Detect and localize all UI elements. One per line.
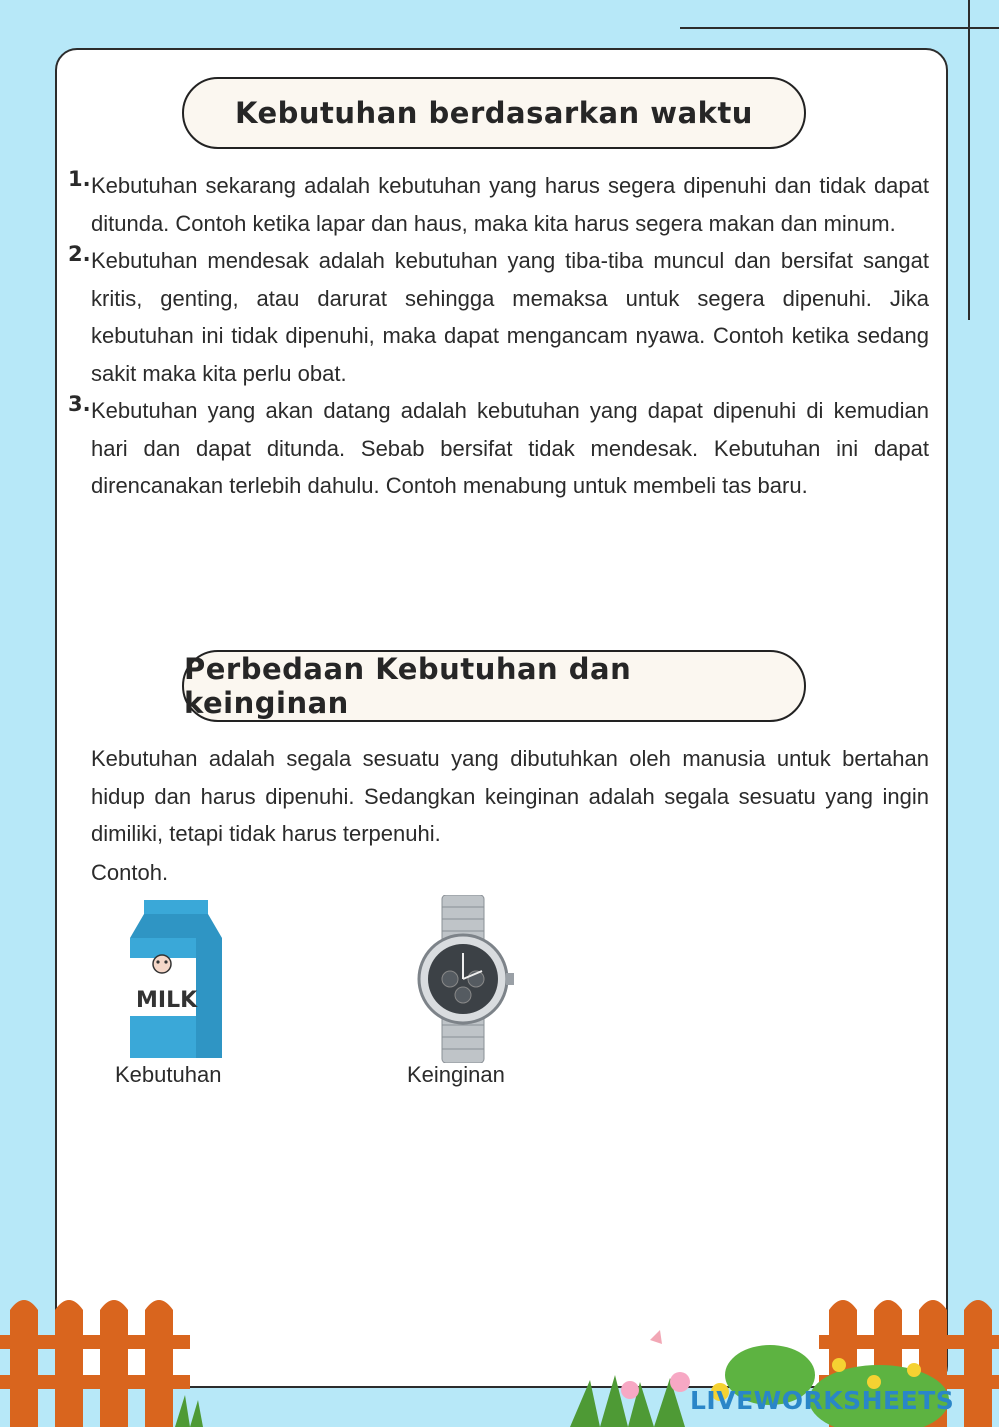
list-item xyxy=(65,242,929,392)
needs-vs-wants-paragraph: Kebutuhan adalah segala sesuatu yang dibutuhkan oleh manusia untuk bertahan hidup dan harus dipenuhi. Sedangkan keinginan adalah segala sesuatu yang ingin dimiliki, tetapi tidak harus terpenuhi. xyxy=(91,746,929,846)
list-text: Kebutuhan mendesak adalah kebutuhan yang tiba-tiba muncul dan bersifat sangat kritis, genting, atau darurat sehingga memaksa untuk segera dipenuhi. Jika kebutuhan ini tidak dipenuhi, maka dapat mengancam nyawa. Contoh ketika sedang sakit maka kita perlu obat. xyxy=(91,248,929,386)
example-caption-needs: Kebutuhan xyxy=(115,1062,222,1087)
carton-text: MILK xyxy=(136,988,198,1013)
list-item xyxy=(65,392,929,505)
list-number: 2. xyxy=(68,242,91,266)
decorative-line-horizontal xyxy=(680,27,999,29)
list-number: 3. xyxy=(68,392,91,416)
list-number: 1. xyxy=(68,167,91,191)
example-label: Contoh. xyxy=(91,860,169,885)
liveworksheets-watermark: LIVEWORKSHEETS xyxy=(690,1386,955,1415)
list-text: Kebutuhan yang akan datang adalah kebutuhan yang dapat dipenuhi di kemudian hari dan dapat ditunda. Sebab bersifat tidak mendesak. Kebutuhan ini dapat direncanakan terlebih dahulu. Contoh menabung untuk membeli tas baru. xyxy=(91,398,929,498)
list-item xyxy=(65,167,929,242)
needs-by-time-list xyxy=(65,167,929,505)
section2-title: Perbedaan Kebutuhan dan keinginan xyxy=(182,650,806,722)
wristwatch-icon xyxy=(412,895,514,1063)
milk-carton-icon xyxy=(130,900,222,1058)
decorative-line-vertical xyxy=(968,0,970,320)
list-text: Kebutuhan sekarang adalah kebutuhan yang harus segera dipenuhi dan tidak dapat ditunda. Contoh ketika lapar dan haus, maka kita harus segera makan dan minum. xyxy=(91,173,929,236)
fence-left-decoration xyxy=(0,1290,220,1427)
example-caption-wants: Keinginan xyxy=(407,1062,505,1087)
section1-title: Kebutuhan berdasarkan waktu xyxy=(182,77,806,149)
